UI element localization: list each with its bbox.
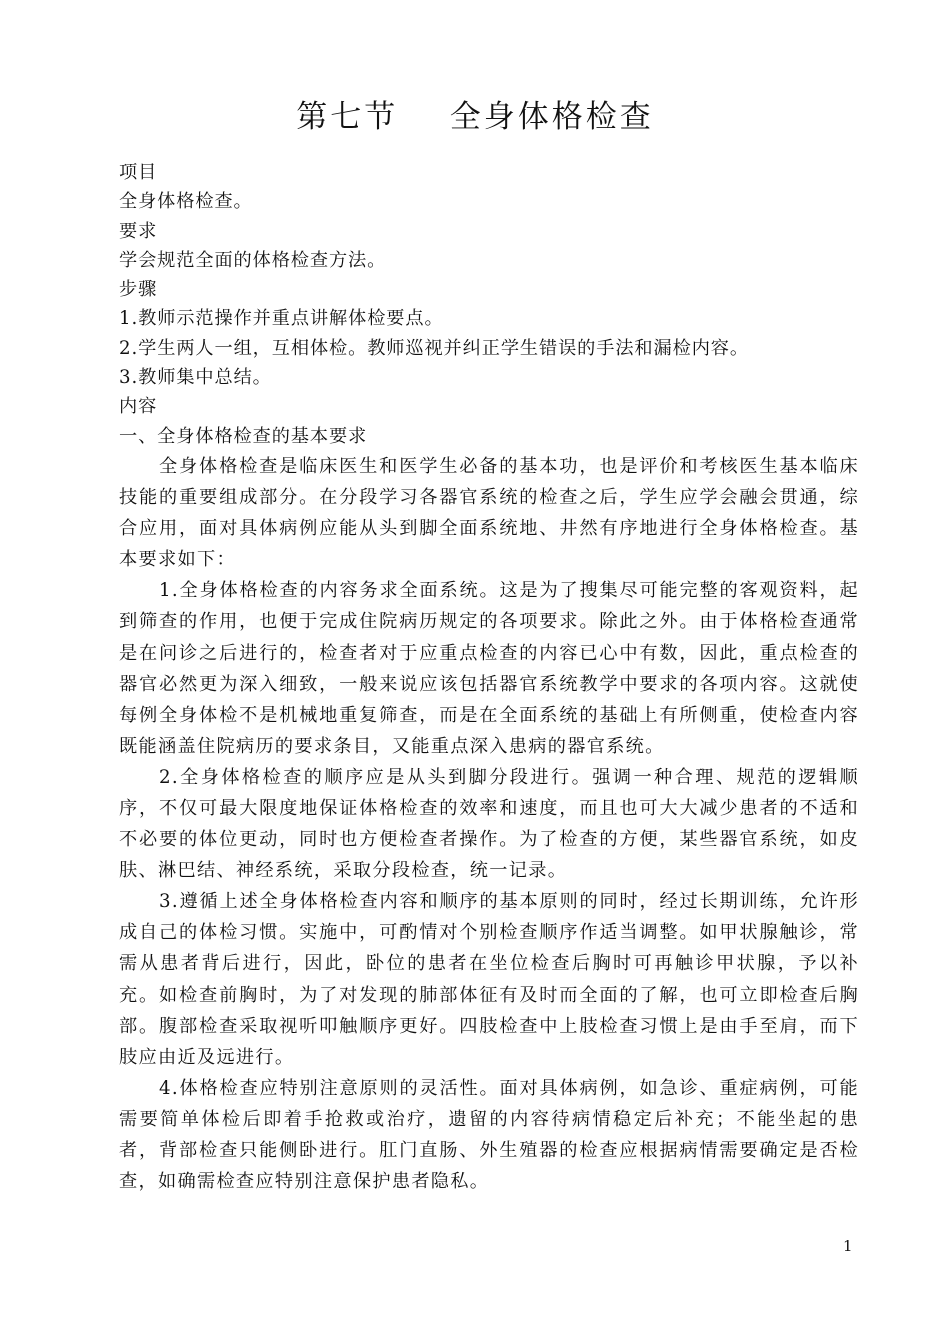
heading-steps: 步骤 [119, 279, 158, 301]
requirements-text: 学会规范全面的体格检查方法。 [119, 249, 387, 271]
body-paragraph: 1.全身体格检查的内容务求全面系统。这是为了搜集尽可能完整的客观资料，起到筛查的作用，也便于完成住院病历规定的各项要求。除此之外。由于体格检查通常是在问诊之后进行的，检查者对于应重点检查的内容已心中有数，因此，重点检查的器官必然更为深入细致，一般来说应该包括器官系统教学中要求的各项内容。这就使每例全身体检不是机械地重复筛查，而是在全面系统的基础上有所侧重，使检查内容既能涵盖住院病历的要求条目，又能重点深入患病的器官系统。 [119, 580, 859, 757]
step-item: 3.教师集中总结。 [119, 367, 272, 389]
heading-project: 项目 [119, 162, 158, 183]
heading-requirements: 要求 [119, 220, 158, 242]
body-paragraph: 全身体格检查是临床医生和医学生必备的基本功，也是评价和考核医生基本临床技能的重要组成部分。在分段学习各器官系统的检查之后，学生应学会融会贯通，综合应用，面对具体病例应能从头到脚全面系统地、井然有序地进行全身体格检查。基本要求如下： [119, 455, 859, 571]
step-item: 1.教师示范操作并重点讲解体检要点。 [119, 308, 444, 330]
page-title: 第七节 全身体格检查 [296, 99, 654, 135]
page-number: 1 [843, 1237, 853, 1255]
heading-content: 内容 [119, 396, 158, 418]
step-item: 2.学生两人一组，互相体检。教师巡视并纠正学生错误的手法和漏检内容。 [119, 337, 749, 359]
body-paragraph: 2.全身体格检查的顺序应是从头到脚分段进行。强调一种合理、规范的逻辑顺序，不仅可最大限度地保证体格检查的效率和速度，而且也可大大减少患者的不适和不必要的体位更动，同时也方便检查者操作。为了检查的方便，某些器官系统，如皮肤、淋巴结、神经系统，采取分段检查，统一记录。 [119, 766, 859, 882]
body-paragraph: 4.体格检查应特别注意原则的灵活性。面对具体病例，如急诊、重症病例，可能需要简单体检后即着手抢救或治疗，遗留的内容待病情稳定后补充；不能坐起的患者，背部检查只能侧卧进行。肛门直肠、外生殖器的检查应根据病情需要确定是否检查，如确需检查应特别注意保护患者隐私。 [119, 1077, 859, 1193]
body-paragraph: 3.遵循上述全身体格检查内容和顺序的基本原则的同时，经过长期训练，允许形成自己的体检习惯。实施中，可酌情对个别检查顺序作适当调整。如甲状腺触诊，常需从患者背后进行，因此，卧位的患者在坐位检查后胸时可再触诊甲状腺，予以补充。如检查前胸时，为了对发现的肺部体征有及时而全面的了解，也可立即检查后胸部。腹部检查采取视听叩触顺序更好。四肢检查中上肢检查习惯上是由手至肩，而下肢应由近及远进行。 [119, 891, 859, 1068]
project-text: 全身体格检查。 [119, 191, 253, 213]
document-body [119, 158, 859, 1197]
section-heading: 一、全身体格检查的基本要求 [119, 425, 368, 447]
